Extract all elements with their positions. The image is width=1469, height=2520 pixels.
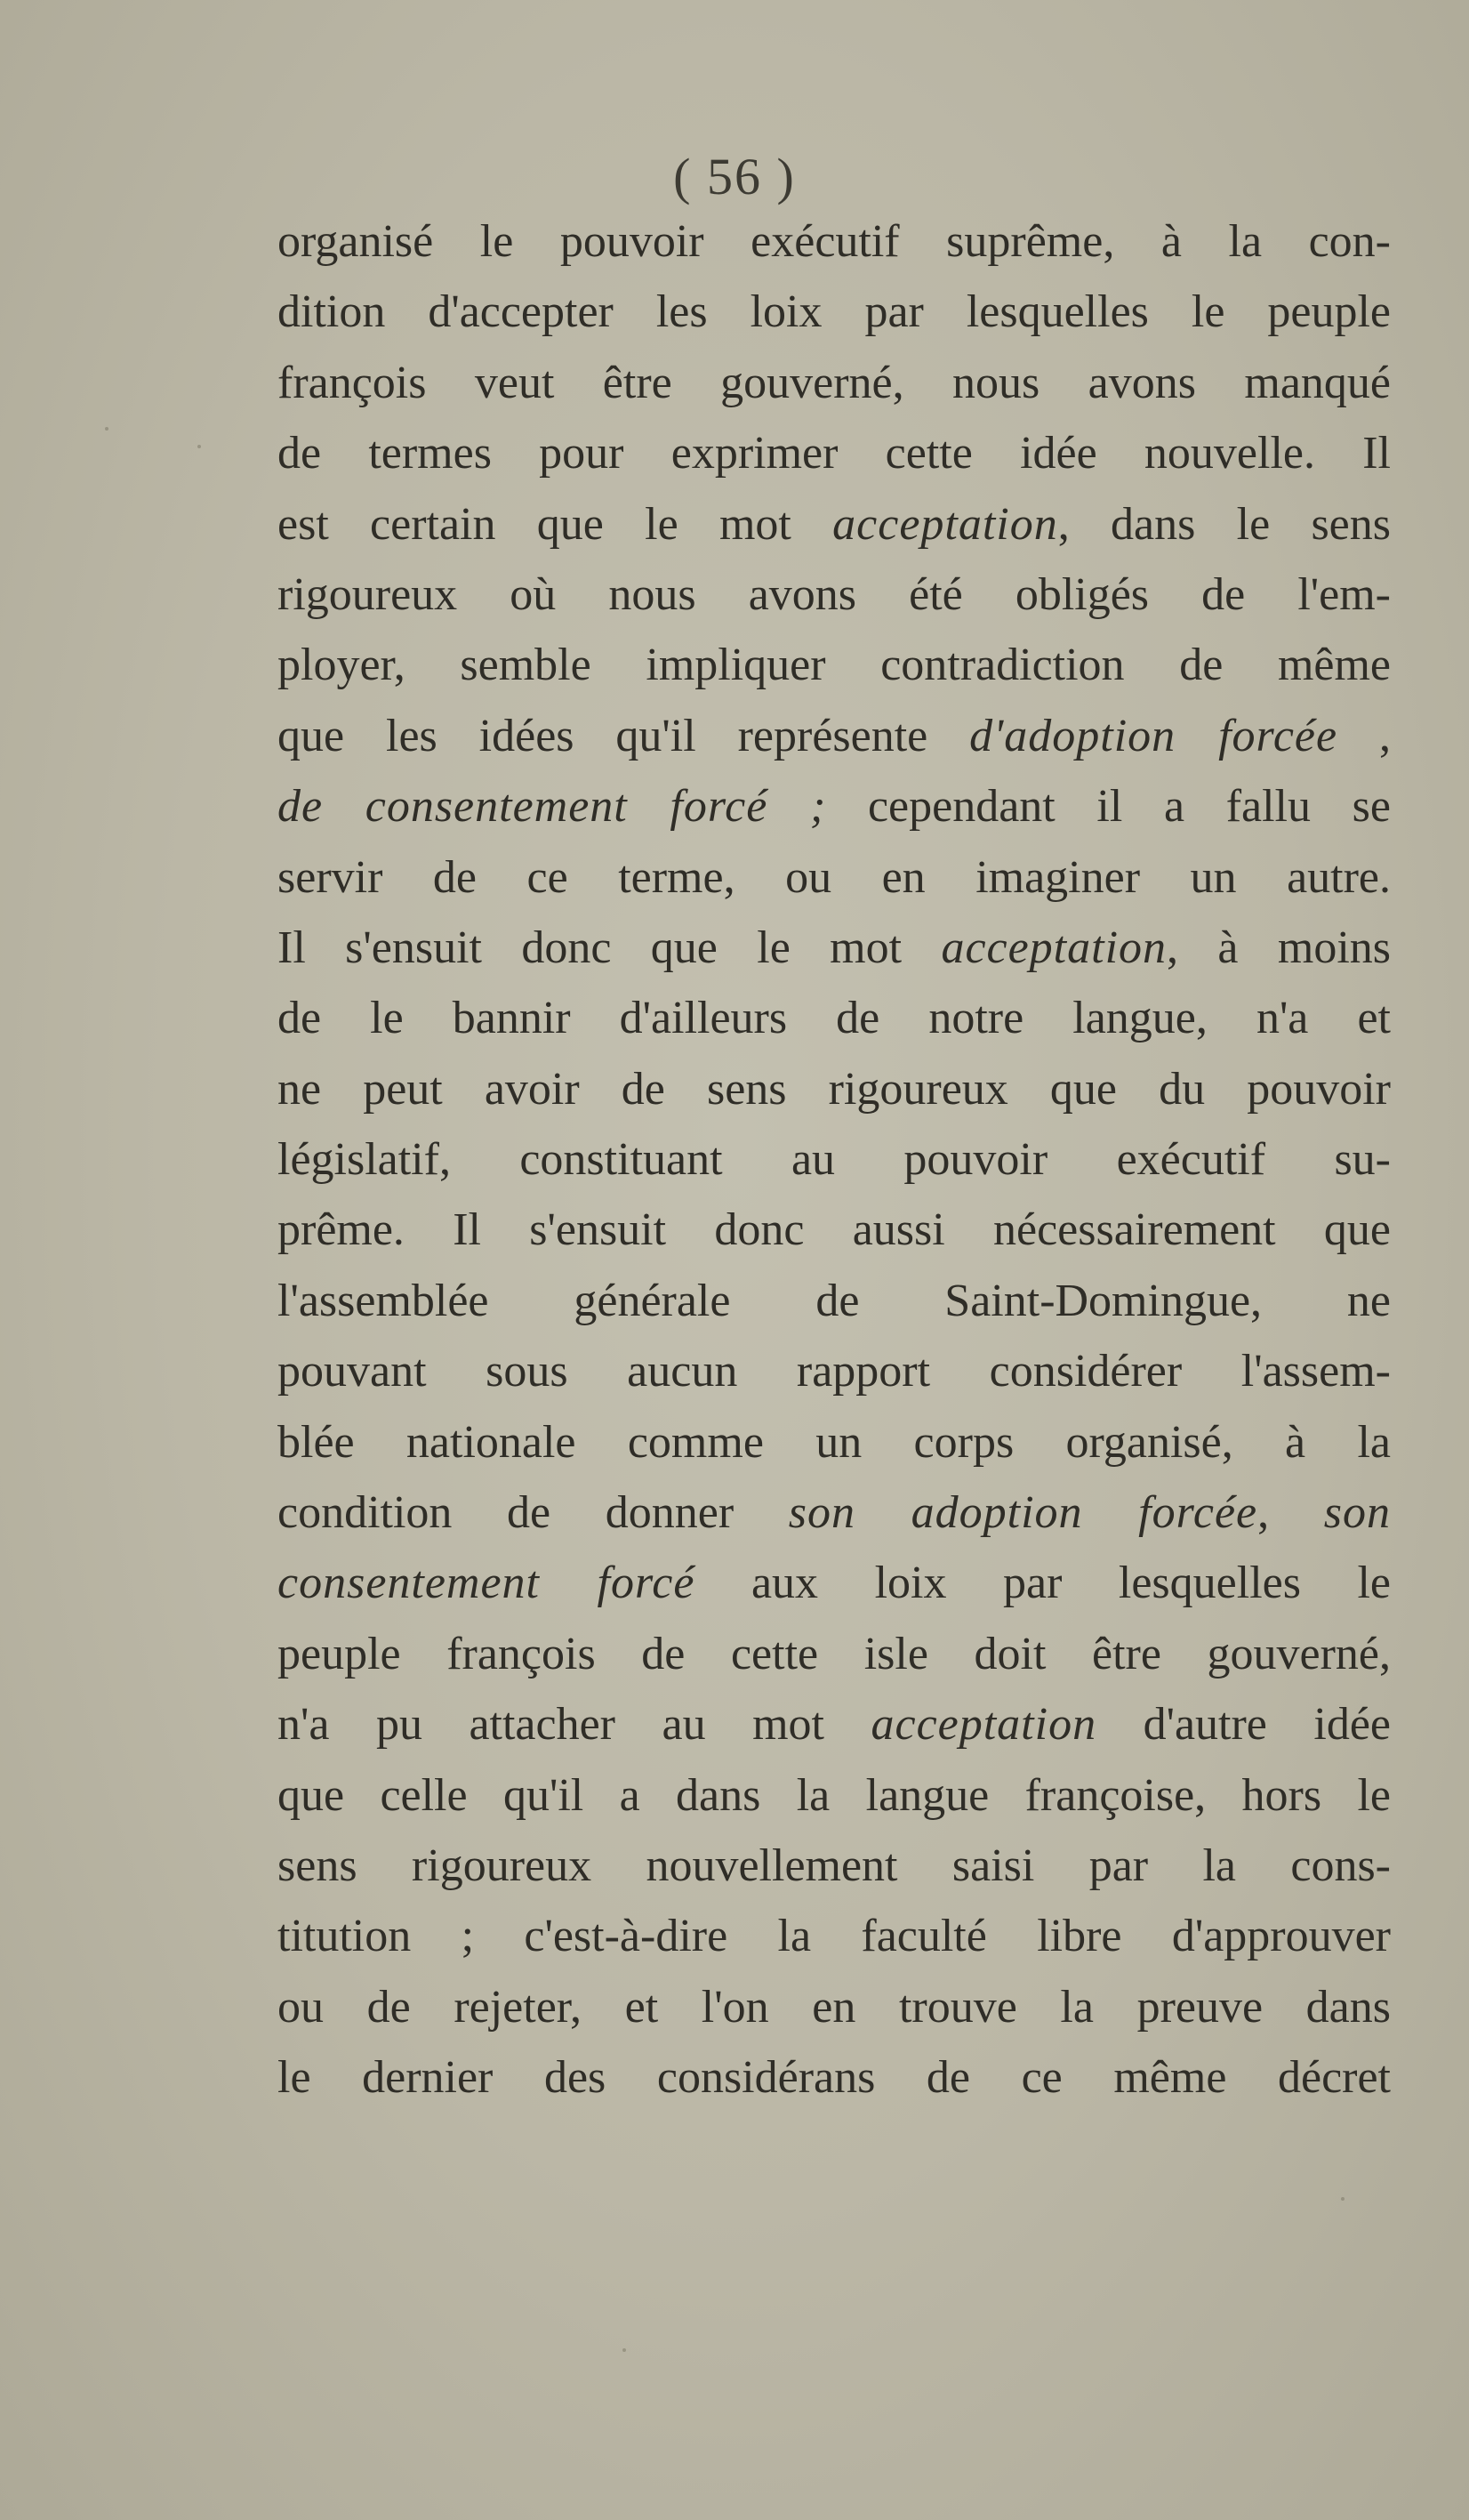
text-span: le dernier des considérans de ce même décret: [277, 2052, 1391, 2104]
text-span: que les idées qu'il représente: [277, 710, 970, 761]
text-line: [277, 1619, 1391, 1689]
text-span: sens rigoureux nouvellement saisi par la cons-: [277, 1840, 1391, 1891]
text-span: peuple françois de cette isle doit être gouverné,: [277, 1628, 1391, 1679]
text-span: est certain que le mot: [277, 498, 833, 550]
text-line: [277, 206, 1391, 277]
page-number: ( 56 ): [673, 148, 796, 205]
text-span: législatif, constituant au pouvoir exécutif su-: [277, 1134, 1391, 1186]
text-span: condition de donner: [277, 1487, 789, 1539]
text-line: [277, 1336, 1391, 1406]
text-span: servir de ce terme, ou en imaginer un autre.: [277, 851, 1391, 903]
text-span: dition d'accepter les loix par lesquelles le peuple: [277, 286, 1391, 338]
paper-speck: [197, 445, 201, 448]
text-span: titution ; c'est-à-dire la faculté libre d'approuver: [277, 1911, 1391, 1962]
text-line: [277, 1266, 1391, 1336]
text-span: aux loix par lesquelles le: [694, 1558, 1392, 1609]
text-line: [277, 630, 1391, 700]
text-line: [277, 1760, 1391, 1831]
text-line: [277, 489, 1391, 560]
italic-phrase: acceptation: [832, 498, 1058, 550]
text-span: ne peut avoir de sens rigoureux que du pouvoir: [277, 1063, 1391, 1115]
text-line: [277, 842, 1391, 913]
text-span: Il s'ensuit donc que le mot: [277, 922, 942, 973]
text-span: d'autre idée: [1096, 1699, 1391, 1751]
italic-phrase: acceptation: [941, 922, 1168, 973]
text-span: de le bannir d'ailleurs de notre langue, n'a et: [277, 993, 1391, 1044]
text-line: [277, 1831, 1391, 1901]
italic-phrase: son: [1323, 1487, 1392, 1539]
text-line: [277, 1972, 1391, 2042]
text-line: [277, 277, 1391, 347]
text-line: [277, 1901, 1391, 1971]
text-span: , dans le sens: [1057, 498, 1392, 550]
text-span: prême. Il s'ensuit donc aussi nécessairement que: [277, 1204, 1391, 1256]
italic-phrase: acceptation: [871, 1699, 1097, 1751]
text-span: ,: [1257, 1487, 1324, 1539]
text-span: blée nationale comme un corps organisé, à la: [277, 1416, 1391, 1468]
text-span: françois veut être gouverné, nous avons manqué: [277, 357, 1391, 408]
italic-phrase: consentement forcé: [277, 1558, 695, 1609]
text-line: [277, 1689, 1391, 1759]
text-span: n'a pu attacher au mot: [277, 1699, 871, 1751]
text-span: organisé le pouvoir exécutif suprême, à la con-: [277, 216, 1391, 267]
text-span: ou de rejeter, et l'on en trouve la preuve dans: [277, 1981, 1391, 2033]
text-line: [277, 771, 1391, 841]
text-span: , à moins: [1167, 922, 1391, 973]
text-span: de termes pour exprimer cette idée nouvelle. Il: [277, 428, 1391, 479]
text-line: [277, 1548, 1391, 1618]
text-line: [277, 701, 1391, 771]
text-span: rigoureux où nous avons été obligés de l'em-: [277, 568, 1391, 620]
paper-speck: [105, 427, 108, 431]
text-line: [277, 1124, 1391, 1195]
text-line: [277, 1407, 1391, 1477]
text-span: ployer, semble impliquer contradiction de même: [277, 640, 1391, 691]
text-line: [277, 983, 1391, 1053]
italic-phrase: de consentement forcé ;: [277, 781, 827, 833]
text-span: ,: [1337, 710, 1392, 761]
paper-speck: [1341, 2197, 1345, 2201]
text-line: [277, 2042, 1391, 2113]
text-line: [277, 348, 1391, 418]
text-line: [277, 1054, 1391, 1124]
text-line: [277, 1195, 1391, 1265]
italic-phrase: son adoption forcée: [788, 1487, 1258, 1539]
text-span: que celle qu'il a dans la langue françoise, hors le: [277, 1769, 1391, 1821]
text-line: [277, 418, 1391, 488]
paper-speck: [622, 2348, 626, 2352]
text-line: [277, 913, 1391, 983]
text-span: l'assemblée générale de Saint-Domingue, ne: [277, 1275, 1391, 1326]
body-text: [277, 206, 1391, 2113]
italic-phrase: d'adoption forcée: [969, 710, 1338, 761]
text-span: cependant il a fallu se: [826, 781, 1391, 833]
text-line: [277, 1477, 1391, 1548]
text-span: pouvant sous aucun rapport considérer l'assem-: [277, 1346, 1391, 1397]
text-line: [277, 560, 1391, 630]
